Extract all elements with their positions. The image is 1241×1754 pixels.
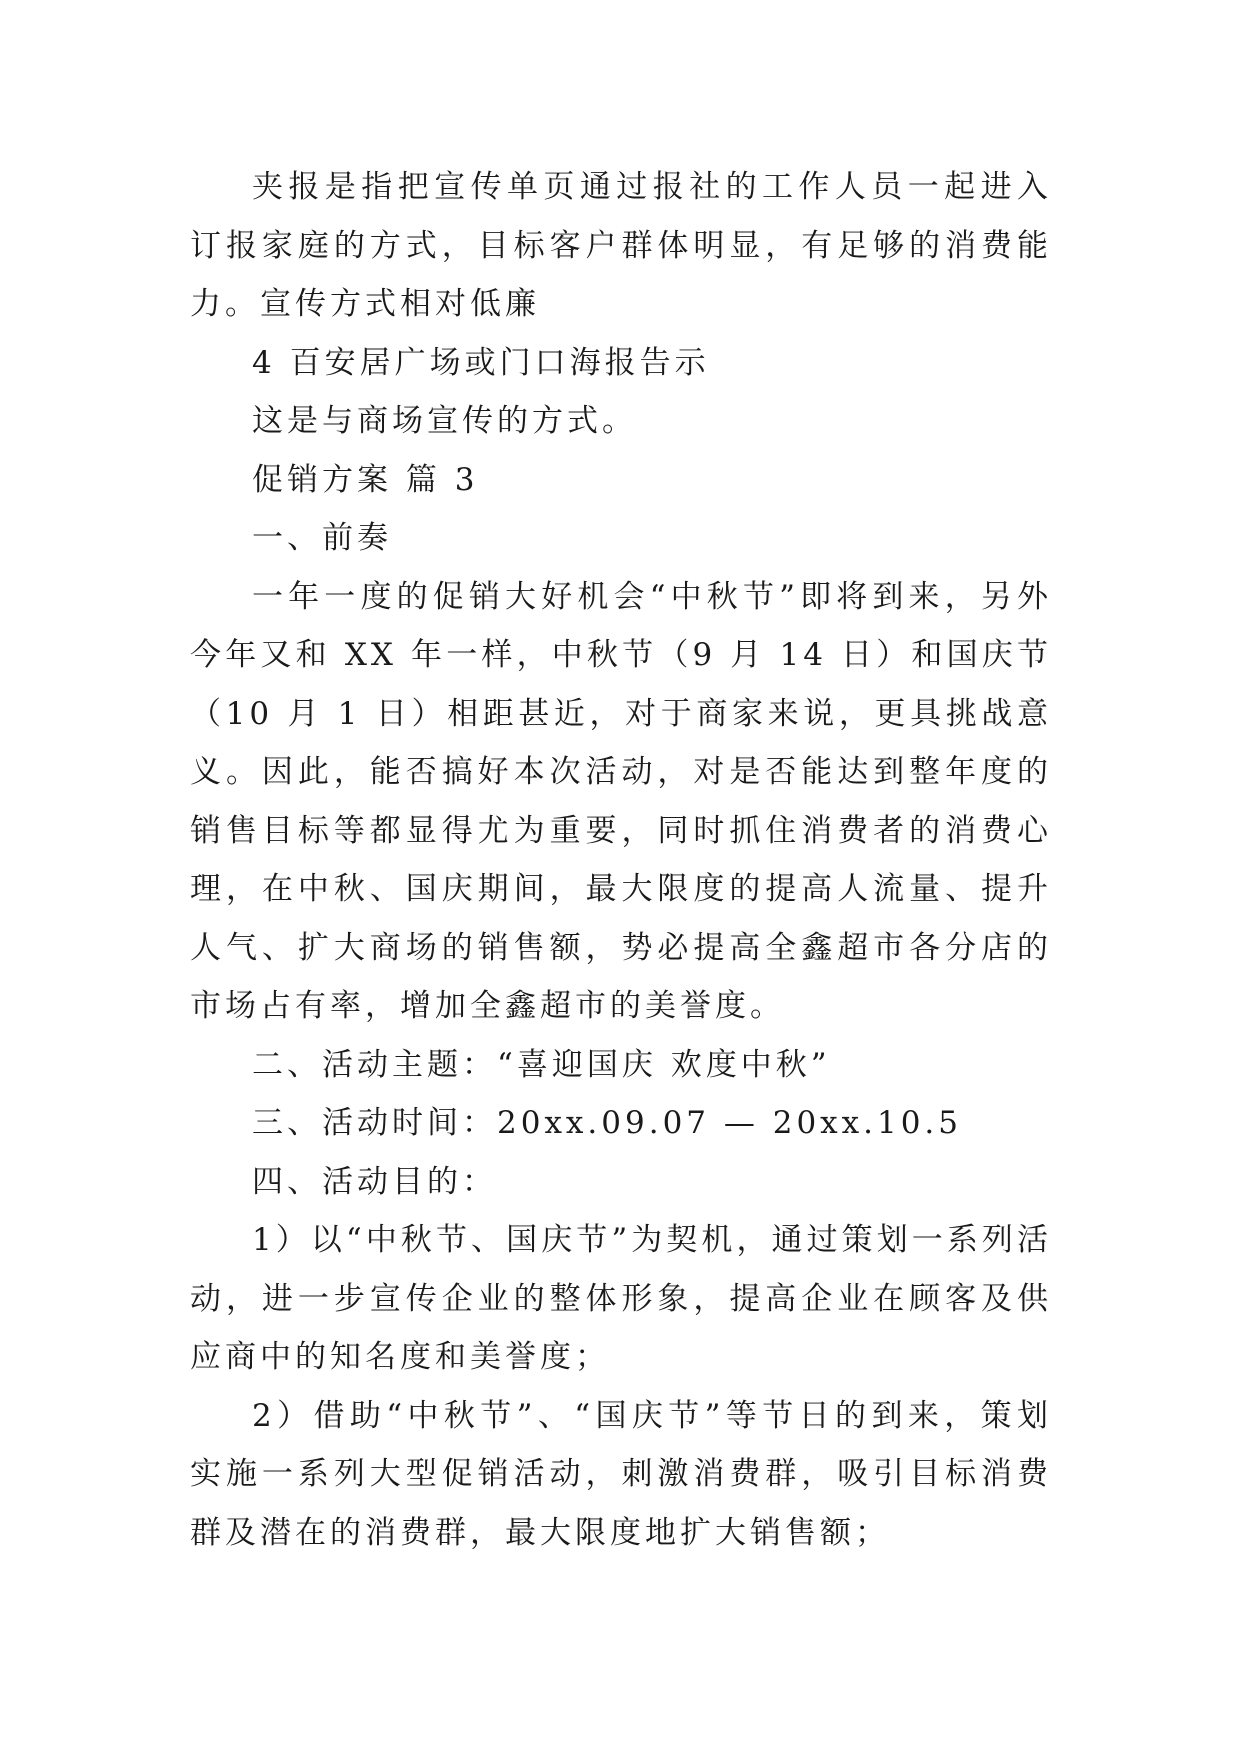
heading-prelude: 一、前奏: [252, 520, 392, 556]
paragraph-poster-item: 4 百安居广场或门口海报告示: [252, 344, 710, 381]
paragraph-prelude-body: 一年一度的促销大好机会“中秋节”即将到来，另外今年又和 XX 年一样，中秋节（9 月 14 日）和国庆节（10 月 1 日）相距甚近，对于商家来说，更具挑战意义。因此，能否搞好本次活动，对是否能达到整年度的销售目标等都显得尤为重要，同时抓住消费者的消费心理，在中秋、国庆期间，最大限度的提高人流量、提升人气、扩大商场的销售额，势必提高全鑫超市各分店的市场占有率，增加全鑫超市的美誉度。: [190, 578, 1052, 1024]
list-item-purpose-2: 2）借助“中秋节”、“国庆节”等节日的到来，策划实施一系列大型促销活动，刺激消费群，吸引目标消费群及潜在的消费群，最大限度地扩大销售额；: [190, 1397, 1052, 1551]
heading-activity-theme: 二、活动主题：“喜迎国庆 欢度中秋”: [252, 1046, 831, 1083]
section-heading-plan-3: 促销方案 篇 3: [252, 461, 479, 498]
paragraph-mall-promo: 这是与商场宣传的方式。: [252, 403, 637, 439]
heading-activity-purpose: 四、活动目的：: [252, 1163, 497, 1200]
paragraph-newspaper-insert: 夹报是指把宣传单页通过报社的工作人员一起进入订报家庭的方式，目标客户群体明显，有足够的消费能力。宣传方式相对低廉: [190, 169, 1052, 322]
document-body: [190, 158, 1052, 1562]
list-item-purpose-1: 1）以“中秋节、国庆节”为契机，通过策划一系列活动，进一步宣传企业的整体形象，提高企业在顾客及供应商中的知名度和美誉度；: [190, 1222, 1052, 1375]
heading-activity-time: 三、活动时间：20xx.09.07 — 20xx.10.5: [252, 1105, 963, 1141]
